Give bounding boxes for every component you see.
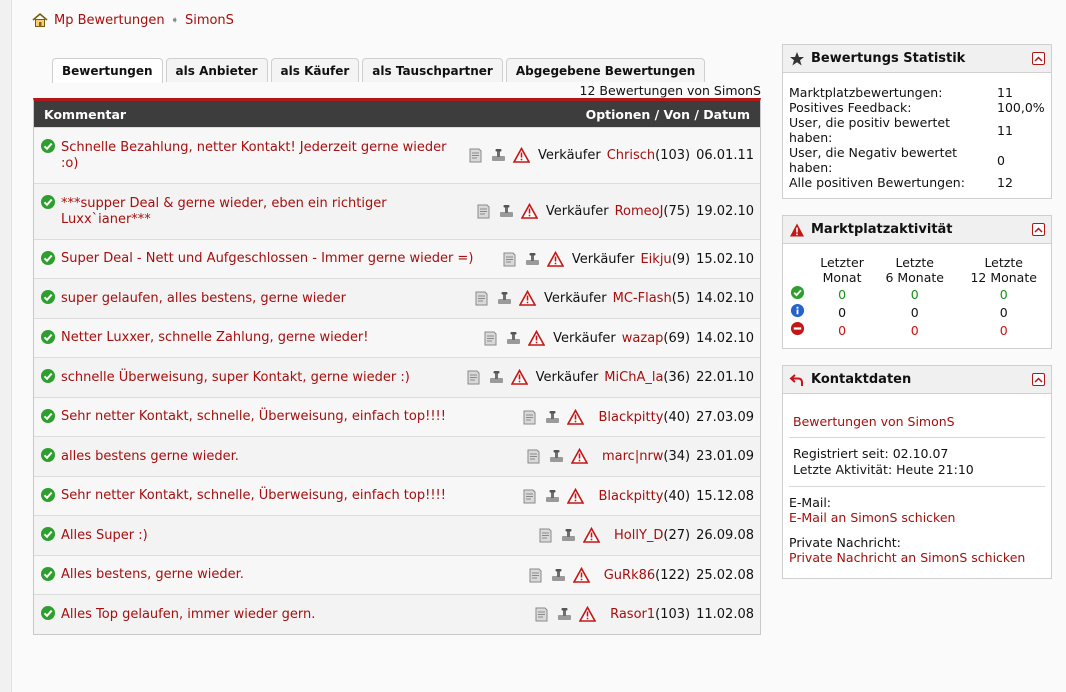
rating-comment: Super Deal - Nett und Aufgeschlossen - Immer gerne wieder =) [61, 251, 474, 266]
tab-abgegebene-bewertungen[interactable]: Abgegebene Bewertungen [506, 58, 705, 82]
rating-user-score: (103) [655, 148, 691, 163]
rating-role: Verkäufer [545, 204, 609, 219]
last-activity: Letzte Aktivität: Heute 21:10 [793, 462, 974, 477]
page-edge [0, 0, 12, 692]
note-icon[interactable] [533, 606, 550, 623]
rating-options [473, 290, 754, 307]
report-warning-icon[interactable] [521, 203, 538, 220]
positive-rating-icon [40, 605, 56, 625]
positive-rating-icon [40, 194, 56, 214]
rating-options [521, 409, 754, 426]
stat-row: Marktplatzbewertungen: 11 [789, 85, 1013, 100]
rating-user-link[interactable]: marc|nrw [601, 449, 664, 464]
tab-bar [52, 58, 705, 83]
rating-user-score: (9) [671, 251, 691, 267]
rating-user-link[interactable]: MC-Flash [612, 291, 672, 306]
report-warning-icon[interactable] [513, 147, 530, 164]
table-row [34, 183, 760, 239]
tab-als-kaeufer[interactable]: als Käufer [271, 58, 360, 82]
table-row [34, 555, 760, 594]
info-icon [790, 303, 805, 318]
report-warning-icon[interactable] [528, 330, 545, 347]
positive-rating-icon [40, 526, 56, 546]
rating-count: 12 Bewertungen von SimonS [579, 83, 761, 98]
contact-box-header [783, 366, 1051, 394]
table-row [34, 278, 760, 318]
email-label: E-Mail: [789, 495, 832, 510]
gavel-icon[interactable] [560, 527, 577, 544]
rating-user-link[interactable]: GuRk86 [603, 567, 656, 583]
stat-row: Alle positiven Bewertungen: 12 [789, 175, 1013, 190]
activity-box [782, 215, 1052, 349]
rating-role: Verkäufer [535, 370, 599, 385]
rating-comment: Schnelle Bezahlung, netter Kontakt! Jederzeit gerne wieder :o) [61, 139, 447, 171]
table-row [34, 436, 760, 476]
rating-user-score: (27) [663, 528, 691, 543]
rating-comment: Sehr netter Kontakt, schnelle, Überweisung, einfach top!!!! [61, 409, 446, 424]
report-warning-icon[interactable] [583, 527, 600, 544]
stat-row: User, die positiv bewertet haben: 11 [789, 115, 1013, 145]
gavel-icon[interactable] [498, 203, 515, 220]
rating-date: 15.02.10 [696, 251, 754, 267]
activity-row-neutral: 0 0 0 [783, 303, 1051, 321]
rating-options [465, 369, 754, 386]
report-warning-icon[interactable] [511, 369, 528, 386]
rating-user-score: (40) [663, 488, 691, 504]
rating-date: 15.12.08 [696, 488, 754, 504]
gavel-icon[interactable] [524, 251, 541, 268]
collapse-icon[interactable] [1032, 223, 1045, 236]
rating-comment: Sehr netter Kontakt, schnelle, Überweisung, einfach top!!!! [61, 488, 446, 503]
table-header [34, 101, 760, 127]
rating-user-link[interactable]: RomeoJ [614, 204, 664, 219]
email-link[interactable]: E-Mail an SimonS schicken [789, 510, 956, 525]
rating-user-link[interactable]: wazap [621, 330, 664, 346]
table-row [34, 127, 760, 183]
divider [789, 437, 1045, 438]
ratings-table [33, 98, 761, 635]
rating-date: 22.01.10 [696, 370, 754, 385]
rating-options [533, 606, 754, 623]
report-warning-icon[interactable] [571, 448, 588, 465]
rating-comment: schnelle Überweisung, super Kontakt, gerne wieder :) [61, 369, 410, 385]
header-comment: Kommentar [44, 106, 127, 122]
rating-user-link[interactable]: MiChA_la [604, 370, 664, 385]
rating-options [501, 251, 754, 268]
gavel-icon[interactable] [488, 369, 505, 386]
activity-row-positive: 0 0 0 [783, 285, 1051, 303]
rating-user-link[interactable]: Blackpitty [598, 488, 664, 504]
note-icon[interactable] [467, 147, 484, 164]
rating-user-score: (75) [663, 204, 691, 219]
positive-rating-icon [40, 566, 56, 586]
rating-user-score: (34) [663, 449, 691, 464]
rating-date: 11.02.08 [696, 607, 754, 622]
gavel-icon[interactable] [490, 147, 507, 164]
rating-date: 06.01.11 [696, 148, 754, 163]
divider [789, 486, 1045, 487]
note-icon[interactable] [473, 290, 490, 307]
rating-user-link[interactable]: HollY_D [614, 528, 664, 543]
rating-comment: alles bestens gerne wieder. [61, 448, 239, 464]
report-warning-icon[interactable] [573, 567, 590, 584]
note-icon[interactable] [527, 567, 544, 584]
positive-icon [790, 285, 805, 300]
note-icon[interactable] [521, 488, 538, 505]
table-row [34, 239, 760, 278]
rating-options [482, 330, 754, 347]
star-icon [789, 51, 805, 67]
breadcrumb [32, 12, 234, 28]
warning-icon [789, 222, 805, 238]
header-options: Optionen / Von / Datum [585, 106, 750, 122]
activity-table [783, 255, 1051, 339]
note-icon[interactable] [465, 369, 482, 386]
gavel-icon[interactable] [548, 448, 565, 465]
activity-header-row [783, 255, 1051, 285]
pm-label: Private Nachricht: [789, 535, 901, 550]
rating-role: Verkäufer [553, 330, 616, 346]
positive-rating-icon [40, 250, 56, 270]
note-icon[interactable] [521, 409, 538, 426]
rating-date: 26.09.08 [696, 528, 754, 543]
rating-options [475, 203, 754, 220]
report-warning-icon[interactable] [519, 290, 536, 307]
stat-row: Positives Feedback: 100,0% [789, 100, 1045, 115]
table-row [34, 318, 760, 357]
rating-role: Verkäufer [571, 251, 635, 267]
activity-col-month: Letzter Monat [820, 255, 864, 285]
table-row [34, 476, 760, 515]
home-icon[interactable] [32, 12, 48, 28]
rating-user-score: (40) [663, 409, 691, 425]
note-icon[interactable] [482, 330, 499, 347]
gavel-icon[interactable] [505, 330, 522, 347]
stats-box [782, 44, 1052, 199]
pm-link[interactable]: Private Nachricht an SimonS schicken [789, 550, 1026, 565]
table-row [34, 397, 760, 436]
activity-box-header [783, 216, 1051, 244]
rating-comment: Alles Top gelaufen, immer wieder gern. [61, 606, 316, 622]
rating-comment: Netter Luxxer, schnelle Zahlung, gerne wieder! [61, 330, 369, 345]
report-warning-icon[interactable] [567, 488, 584, 505]
activity-col-12m: Letzte 12 Monate [970, 255, 1037, 285]
rating-comment: super gelaufen, alles bestens, gerne wieder [61, 290, 346, 306]
rating-date: 23.01.09 [696, 449, 754, 464]
registered-since: Registriert seit: 02.10.07 [793, 446, 949, 461]
breadcrumb-root-link[interactable]: Mp Bewertungen [54, 12, 165, 28]
rating-options [467, 147, 754, 164]
rating-options [521, 488, 754, 505]
rating-date: 14.02.10 [696, 291, 754, 306]
contact-actions [783, 495, 1051, 565]
negative-icon [790, 321, 805, 336]
gavel-icon[interactable] [550, 567, 567, 584]
activity-col-6m: Letzte 6 Monate [885, 255, 944, 285]
reply-arrow-icon [789, 372, 805, 388]
positive-rating-icon [40, 408, 56, 428]
gavel-icon[interactable] [544, 488, 561, 505]
rating-user-score: (5) [671, 291, 691, 306]
table-row [34, 594, 760, 634]
rating-options [527, 567, 754, 584]
collapse-icon[interactable] [1032, 373, 1045, 386]
rating-date: 27.03.09 [696, 409, 754, 425]
table-row [34, 515, 760, 555]
contact-box [782, 365, 1052, 579]
rating-user-score: (36) [663, 370, 691, 385]
contact-title: Kontaktdaten [811, 372, 912, 387]
gavel-icon[interactable] [544, 409, 561, 426]
rating-comment: ***supper Deal & gerne wieder, eben ein richtiger Luxx`ianer*** [61, 195, 387, 227]
rating-comment: Alles Super :) [61, 527, 148, 543]
positive-rating-icon [40, 138, 56, 158]
note-icon[interactable] [501, 251, 518, 268]
rating-role: Verkäufer [538, 148, 601, 163]
positive-rating-icon [40, 368, 56, 388]
rating-options [537, 527, 754, 544]
report-warning-icon[interactable] [567, 409, 584, 426]
rating-date: 14.02.10 [696, 330, 754, 346]
tab-als-tauschpartner[interactable]: als Tauschpartner [362, 58, 503, 82]
note-icon[interactable] [537, 527, 554, 544]
rating-date: 25.02.08 [696, 567, 754, 583]
activity-row-negative: 0 0 0 [783, 321, 1051, 339]
contact-ratings [783, 394, 1051, 429]
table-row [34, 357, 760, 397]
report-warning-icon[interactable] [579, 606, 596, 623]
gavel-icon[interactable] [496, 290, 513, 307]
activity-title: Marktplatzaktivität [811, 222, 953, 237]
gavel-icon[interactable] [556, 606, 573, 623]
stat-row: User, die Negativ bewertet haben: 0 [789, 145, 1005, 175]
rating-user-link[interactable]: Blackpitty [598, 409, 664, 425]
stats-box-header [783, 45, 1051, 73]
rating-user-score: (122) [655, 567, 691, 583]
rating-user-link[interactable]: Eikju [640, 251, 672, 267]
positive-rating-icon [40, 289, 56, 309]
ratings-link[interactable]: Bewertungen von SimonS [793, 414, 955, 429]
rating-date: 19.02.10 [696, 204, 754, 219]
positive-rating-icon [40, 487, 56, 507]
note-icon[interactable] [525, 448, 542, 465]
rating-user-link[interactable]: Rasor1 [610, 607, 656, 622]
collapse-icon[interactable] [1032, 52, 1045, 65]
rating-user-score: (103) [655, 607, 691, 622]
breadcrumb-current-link[interactable]: SimonS [184, 12, 234, 28]
tab-bewertungen[interactable]: Bewertungen [52, 58, 163, 83]
contact-meta [783, 446, 1051, 478]
rating-user-score: (69) [663, 330, 691, 346]
stats-list [783, 73, 1051, 190]
breadcrumb-separator-icon: ➧ [170, 14, 179, 26]
stats-title: Bewertungs Statistik [811, 51, 966, 66]
note-icon[interactable] [475, 203, 492, 220]
tab-als-anbieter[interactable]: als Anbieter [166, 58, 268, 82]
rating-role: Verkäufer [543, 291, 607, 306]
table-body [34, 127, 760, 634]
rating-user-link[interactable]: Chrisch [606, 148, 656, 163]
positive-rating-icon [40, 329, 56, 349]
positive-rating-icon [40, 447, 56, 467]
rating-options [525, 448, 754, 465]
report-warning-icon[interactable] [547, 251, 564, 268]
rating-comment: Alles bestens, gerne wieder. [61, 567, 244, 582]
